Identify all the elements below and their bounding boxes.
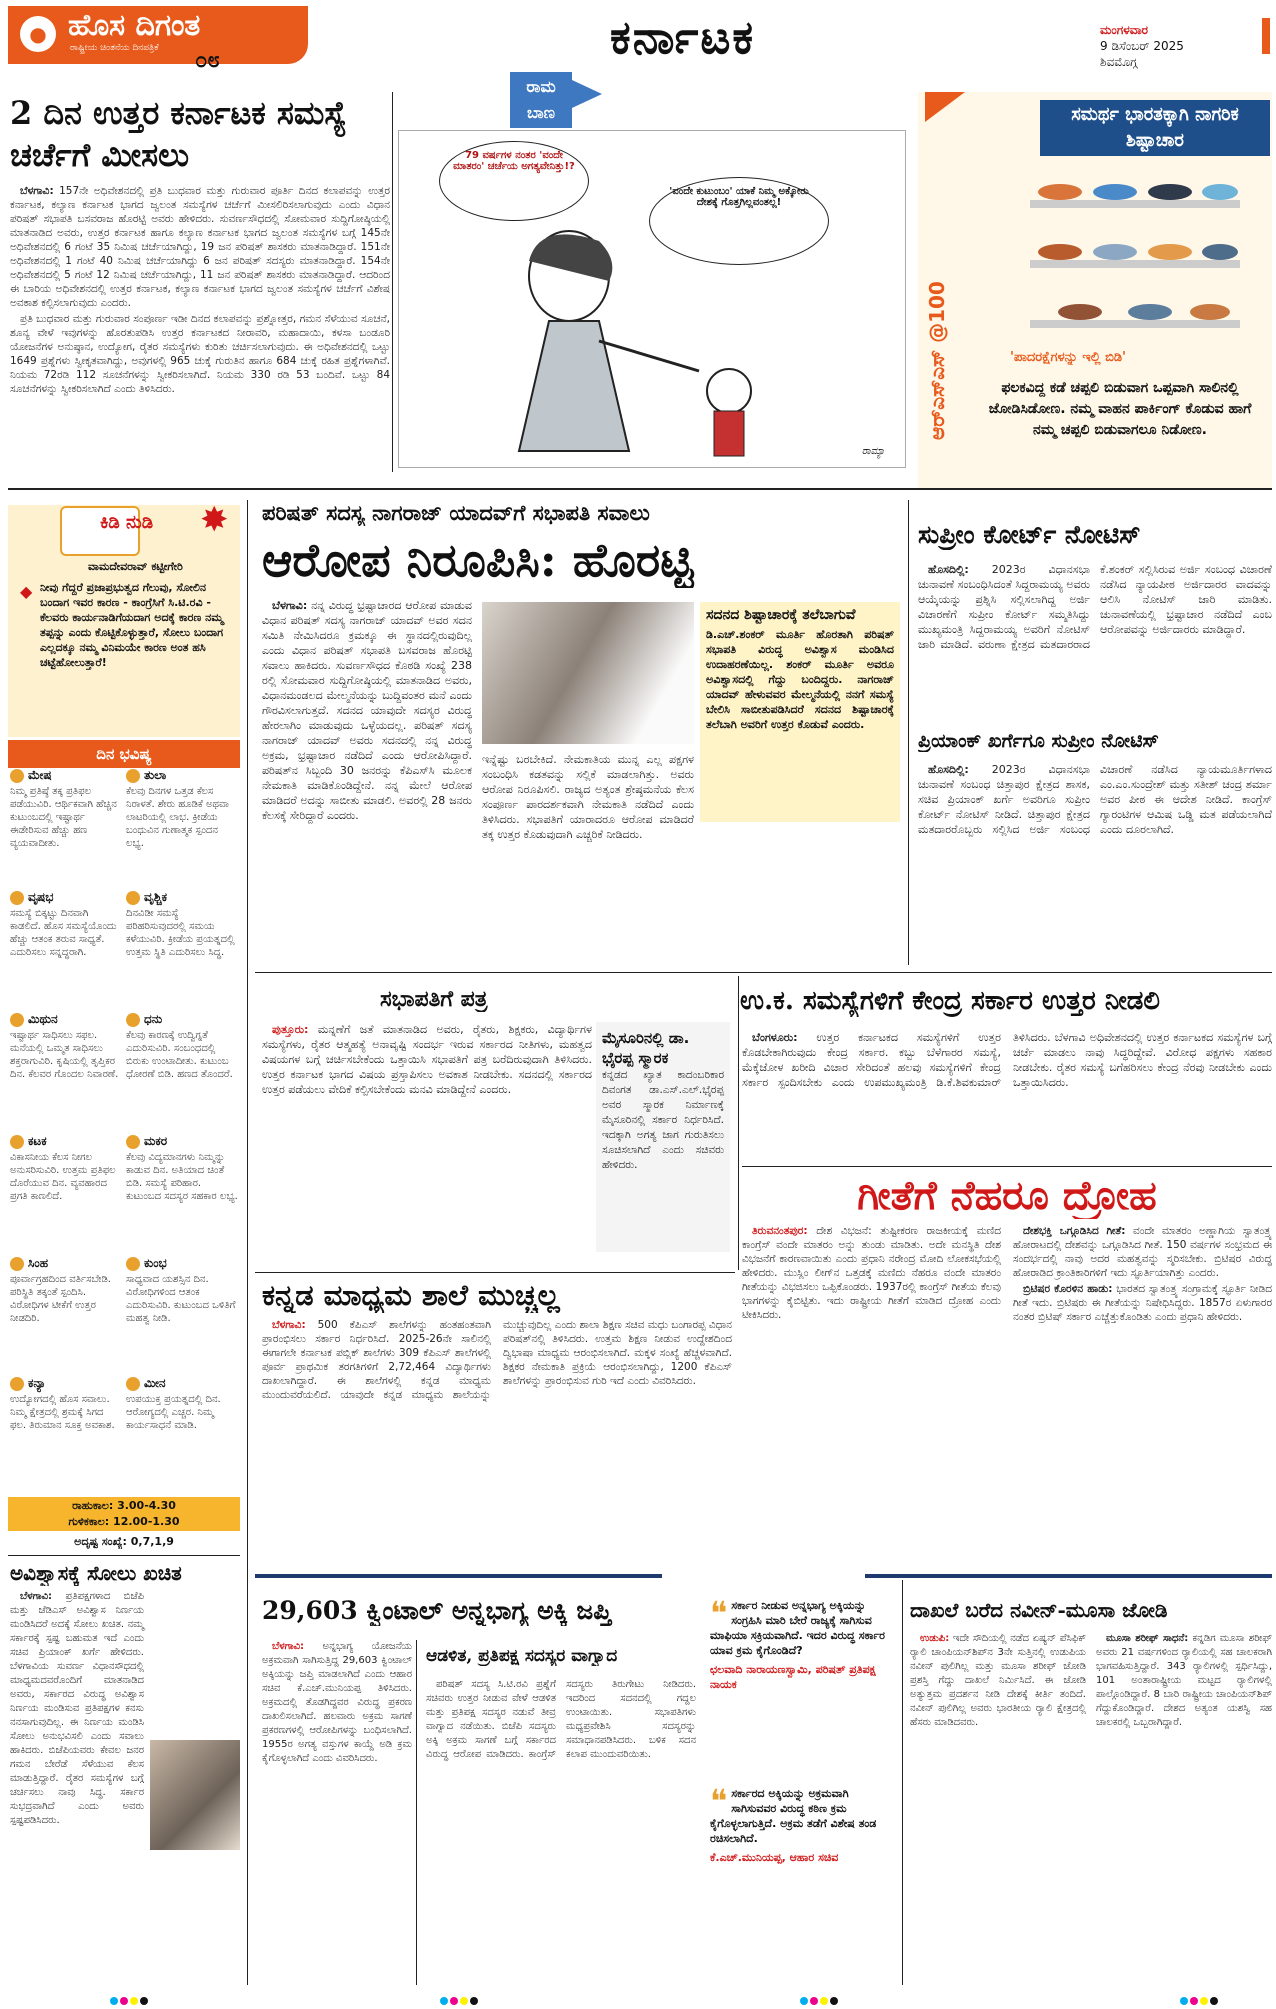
story2-kicker: ಪರಿಷತ್ ಸದಸ್ಯ ನಾಗರಾಜ್ ಯಾದವ್‌ಗೆ ಸಭಾಪತಿ ಸವಾಲು bbox=[262, 500, 650, 525]
story2-dateline: ಬೆಳಗಾವಿ: bbox=[272, 599, 308, 612]
section-divider bbox=[742, 1166, 1272, 1167]
story5-text: ಮನ್ನಣೆಗೆ ಜತೆ ಮಾತನಾಡಿದ ಅವರು, ರೈತರು, ಶಿಕ್ಷಕರು, ವಿದ್ಯಾರ್ಥಿಗಳ ಸಮಸ್ಯೆಗಳು, ರೈತರ ಆತ್ಮಹತ್ಯೆ ಅನಾವೃಷ್ಟಿ ಸಂದರ್ಭ ಇರುವ ಸರ್ಕಾರದ ನೀತಿಗಳು, ಮಹತ್ವದ ವಿಷಯಗಳ ಬಗ್ಗೆ ಚರ್ಚಿಸಬೇಕೆಂದು ಒತ್ತಾಯಿಸಿ ಸಭಾಪತಿಗೆ ಪತ್ರ ಬರೆದಿರುವುದಾಗಿ ತಿಳಿಸಿದರು. ಉತ್ತರ ಕರ್ನಾಟಕ ಭಾಗದ ವಿಷಯ ಪ್ರಸ್ತಾಪಿಸಲು ಅವಕಾಶ ನೀಡಬೇಕು. ಸದನದಲ್ಲಿ ಸರ್ಕಾರದ ಉತ್ತರ ಪಡೆಯಲು ವೇದಿಕೆ ಕಲ್ಪಿಸಬೇಕೆಂದು ಮನವಿ ಮಾಡಿದ್ದೇನೆ ಎಂದರು. bbox=[262, 1023, 592, 1096]
cmyk-mark-icon bbox=[110, 1990, 150, 2002]
zodiac-icon bbox=[126, 891, 140, 905]
horoscope-sign-label: ಮಕರ bbox=[144, 1134, 168, 1148]
horoscope-sign-label: ಮೀನ bbox=[144, 1376, 166, 1390]
quote-1-text: ಸರ್ಕಾರ ನೀಡುವ ಅನ್ನಭಾಗ್ಯ ಅಕ್ಕಿಯನ್ನು ಸಂಗ್ರಹಿಸಿ ಮಾರಿ ಬೇರೆ ರಾಜ್ಯಕ್ಕೆ ಸಾಗಿಸುವ ಮಾಫಿಯಾ ಸಕ್ರಿಯವಾಗಿದೆ. ಇದರ ವಿರುದ್ಧ ಸರ್ಕಾರ ಯಾವ ಕ್ರಮ ಕೈಗೊಂಡಿದೆ? bbox=[710, 1599, 885, 1657]
story9-photo bbox=[150, 1740, 240, 1850]
zodiac-icon bbox=[10, 1013, 24, 1027]
cartoon-label: ರಾಮ ಬಾಣ bbox=[510, 72, 572, 128]
story3-headline[interactable]: ಸುಪ್ರೀಂ ಕೋರ್ಟ್ ನೋಟಿಸ್ bbox=[918, 520, 1141, 549]
story6-body bbox=[742, 1030, 1272, 1162]
horoscope-sign bbox=[10, 768, 122, 850]
horoscope-sign-label: ಕುಂಭ bbox=[144, 1256, 167, 1270]
horoscope-sign bbox=[10, 890, 122, 959]
horoscope-sign-text: ನಿಮ್ಮ ಪ್ರತಿಷ್ಠೆ ತಕ್ಕ ಪ್ರತಿಫಲ ಪಡೆಯುವಿರಿ. ಆರ್ಥಿಕವಾಗಿ ಹೆಚ್ಚಿನ ಕುಟುಂಬದಲ್ಲಿ ಇಷ್ಟಾರ್ಥ ಈಡೇರಿಸುವ ಹೆಚ್ಚು ಹಣ ವ್ಯಯವಾದೀತು. bbox=[10, 786, 117, 849]
story7-headline-text: ಗೀತೆಗೆ ನೆಹರೂ ದ್ರೋಹ bbox=[857, 1172, 1157, 1219]
arrow-icon bbox=[572, 80, 602, 108]
section-divider bbox=[255, 972, 1272, 973]
story4-text: 2023ರ ವಿಧಾನಸಭಾ ಚುನಾವಣೆ ಸಂಬಂಧ ಚಿತ್ತಾಪುರ ಕ್ಷೇತ್ರದ ಶಾಸಕ, ಸಚಿವ ಪ್ರಿಯಾಂಕ್ ಖರ್ಗೆ ಅವರಿಗೂ ಸುಪ್ರೀಂ ಕೋರ್ಟ್ ನೋಟಿಸ್ ನೀಡಿದೆ. ಚಿತ್ತಾಪುರ ಕ್ಷೇತ್ರದ ಮತದಾರರೊಬ್ಬರು ಸಲ್ಲಿಸಿದ ಅರ್ಜಿ ಸಂಬಂಧ ವಿಚಾರಣೆ ನಡೆಸಿದ ನ್ಯಾಯಮೂರ್ತಿಗಳಾದ ಎಂ.ಎಂ.ಸುಂದ್ರೇಶ್ ಮತ್ತು ಸತೀಶ್ ಚಂದ್ರ ಶರ್ಮಾ ಅವರ ಪೀಠ ಈ ಆದೇಶ ನೀಡಿದೆ. ಕಾಂಗ್ರೆಸ್ ಗ್ಯಾರಂಟಿಗಳ ಆಮಿಷ ಒಡ್ಡಿ ಮತ ಪಡೆಯಲಾಗಿದೆ ಎಂದು ದೂರಲಾಗಿದೆ. bbox=[918, 763, 1272, 836]
horoscope-sign-text: ಉದ್ಯೋಗದಲ್ಲಿ ಹೊಸ ಸವಾಲು. ನಿಮ್ಮ ಕ್ಷೇತ್ರದಲ್ಲಿ ಶ್ರಮಕ್ಕೆ ಸಿಗದ ಫಲ. ತಿರುಮಾನ ಸೂಕ್ತ ಅವಕಾಶ. bbox=[10, 1394, 115, 1431]
zodiac-icon bbox=[10, 1135, 24, 1149]
story2-sidebar bbox=[700, 602, 900, 822]
story4-dateline: ಹೊಸದಿಲ್ಲಿ: bbox=[928, 763, 969, 776]
horoscope-sign bbox=[126, 768, 238, 850]
story11-body bbox=[910, 1632, 1272, 1987]
gulika-kala-text: ಗುಳಿಕಕಾಲ: 12.00-1.30 bbox=[68, 1515, 180, 1528]
story5-headline[interactable]: ಸಭಾಪತಿಗೆ ಪತ್ರ bbox=[380, 986, 488, 1012]
horoscope-sign-text: ವಿಕಾಸನೀಯ ಕೆಲಸ ನೀಗಲ ಅನುಸರಿಸುವಿರಿ. ಉತ್ತಮ ಪ್ರತಿಫಲ ದೊರೆಯುವ ದಿನ. ವ್ಯವಹಾರದ ಪ್ರಗತಿ ಕಾಣಲಿದೆ. bbox=[10, 1152, 116, 1202]
bullet-icon: ◆ bbox=[20, 582, 33, 601]
horoscope-sign-text: ಕೆಲವು ದಿನಗಳ ಒತ್ತಡ ಕೆಲಸ ನಿರಾಳತೆ. ಶೇರು ಹೂಡಿಕೆ ಅಥವಾ ಲಾಟರಿಯಲ್ಲಿ ಲಾಭ. ಕ್ರೀಡೆಯ ಬಂಧುವಿನ ಗುಣಾತ್ಮಕ ಸ್ಪಂದನ ಲಭ್ಯ. bbox=[126, 786, 229, 849]
kidi-nudi-author: ವಾಮದೇವರಾವ್ ಕಟ್ಟೀಗೇರಿ bbox=[88, 560, 183, 573]
horoscope-sign bbox=[10, 1376, 122, 1432]
section-divider bbox=[8, 1555, 240, 1556]
horoscope-sign-name bbox=[126, 768, 238, 783]
story7-text: ದೇಶ ವಿಭಜನೆ: ತುಷ್ಟೀಕರಣ ರಾಜಕೀಯಕ್ಕೆ ಮಣಿದ ಕಾಂಗ್ರೆಸ್ ವಂದೇ ಮಾತರಂ ಅನ್ನು ತುಂಡು ಮಾಡಿತು. ಅದೇ ಮನಸ್ಥಿತಿ ದೇಶ ವಿಭಜನೆಗೆ ಕಾರಣವಾಯಿತು ಎಂದು ಪ್ರಧಾನಿ ನರೇಂದ್ರ ಮೋದಿ ಲೋಕಸಭೆಯಲ್ಲಿ ಹೇಳಿದರು. ಮುಸ್ಲಿಂ ಲೀಗ್‌ನ ಒತ್ತಡಕ್ಕೆ ಮಣಿದು ನೆಹರೂ ವಂದೇ ಮಾತರಂ ಗೀತೆಯನ್ನು ವಿಭಜಿಸಲು ಒಪ್ಪಿಕೊಂಡರು. 1937ರಲ್ಲಿ ಕಾಂಗ್ರೆಸ್ ಗೀತೆಯ ಕೆಲವು ಭಾಗಗಳನ್ನು ಕೈಬಿಟ್ಟಿತು. ಇದು ರಾಷ್ಟ್ರೀಯ ಗೀತೆಗೆ ಮಾಡಿದ ದ್ರೋಹ ಎಂದು ಟೀಕಿಸಿದರು. bbox=[742, 1225, 1001, 1321]
story4-headline[interactable]: ಪ್ರಿಯಾಂಕ್ ಖರ್ಗೆಗೂ ಸುಪ್ರೀಂ ನೋಟಿಸ್ bbox=[918, 730, 1159, 752]
story11-headline[interactable]: ದಾಖಲೆ ಬರೆದ ನವೀನ್-ಮೂಸಾ ಜೋಡಿ bbox=[910, 1598, 1168, 1622]
story7-headline[interactable] bbox=[742, 1172, 1272, 1219]
issue-day: ಮಂಗಳವಾರ bbox=[1100, 23, 1149, 37]
horoscope-sign bbox=[126, 1256, 238, 1325]
story8-headline[interactable]: ಕನ್ನಡ ಮಾಧ್ಯಮ ಶಾಲೆ ಮುಚ್ಚಲ್ಲ bbox=[262, 1278, 560, 1312]
logo-tagline: ರಾಷ್ಟ್ರೀಯ ಚಿಂತನೆಯ ದಿನಪತ್ರಿಕೆ bbox=[70, 43, 159, 53]
story2-headline[interactable]: ಆರೋಪ ನಿರೂಪಿಸಿ: ಹೊರಟ್ಟಿ bbox=[262, 533, 694, 587]
horoscope-sign-name bbox=[10, 1376, 122, 1391]
story5-sidebar bbox=[596, 1022, 730, 1252]
quote-2-text: ಸರ್ಕಾರದ ಅಕ್ಕಿಯನ್ನು ಅಕ್ರಮವಾಗಿ ಸಾಗಿಸುವವರ ವಿರುದ್ಧ ಕಠಿಣ ಕ್ರಮ ಕೈಗೊಳ್ಳಲಾಗುತ್ತಿದೆ. ಅಕ್ರಮ ತಡೆಗೆ ವಿಶೇಷ ತಂಡ ರಚಿಸಲಾಗಿದೆ. bbox=[710, 1787, 877, 1845]
story5-dateline: ಪುತ್ತೂರು: bbox=[272, 1023, 309, 1036]
horoscope-sign-text: ಕೆಲವು ಕಾರಣಕ್ಕೆ ಉದ್ವಿಗ್ನತೆ ಎದುರಿಸುವಿರಿ. ಸಂಬಂಧದಲ್ಲಿ ಬಿರುಕು ಉಂಟಾದೀತು. ಕುಟುಂಬ ಧೋರಣೆ ಬಿಡಿ. ಹಣದ ತೊಂದರೆ. bbox=[126, 1030, 233, 1080]
kidi-nudi-title: ಕಿಡಿ ನುಡಿ bbox=[100, 512, 154, 533]
story5-sidebar-title: ಮೈಸೂರಿನಲ್ಲಿ ಡಾ. ಭೈರಪ್ಪ ಸ್ಮಾರಕ bbox=[602, 1029, 690, 1067]
ad-caption: 'ಪಾದರಕ್ಷೆಗಳನ್ನು ಇಲ್ಲಿ ಬಿಡಿ' bbox=[1010, 350, 1127, 365]
story7-text3: ಭಾರತದ ಸ್ವಾತಂತ್ರ್ಯ ಸಂಗ್ರಾಮಕ್ಕೆ ಸ್ಫೂರ್ತಿ ನೀಡಿದ ಗೀತೆ ಇದು. ಬ್ರಿಟಿಷರು ಈ ಗೀತೆಯನ್ನು ನಿಷೇಧಿಸಿದ್ದರು. 1857ರ ಏಳುಗಾರರ ನಂತರ ಬ್ರಿಟಿಷ್ ಸರ್ಕಾರ ಎಚ್ಚೆತ್ತುಕೊಂಡಿತು ಎಂದು ಪ್ರಧಾನಿ ಹೇಳಿದರು. bbox=[1013, 1283, 1272, 1323]
story6-dateline: ಬೆಂಗಳೂರು: bbox=[752, 1031, 798, 1044]
cartoonist-signature: ರಾಮ್ಯಾ bbox=[861, 446, 885, 457]
horoscope-sign-label: ಕನ್ಯಾ bbox=[28, 1376, 46, 1390]
ad-banner: ಸಮರ್ಥ ಭಾರತಕ್ಕಾಗಿ ನಾಗರಿಕ ಶಿಷ್ಟಾಚಾರ bbox=[1040, 100, 1270, 156]
story7-subhead2: ಬ್ರಿಟಿಷರ ಕೊರಳಿನ ಹಾಡು: bbox=[1023, 1283, 1113, 1295]
section-divider bbox=[255, 1272, 735, 1273]
horoscope-sign-name bbox=[126, 1012, 238, 1027]
horoscope-sign bbox=[126, 1012, 238, 1081]
story3-body bbox=[918, 562, 1272, 722]
story7-body bbox=[742, 1224, 1272, 1564]
story7-subhead: ದೇಶಭಕ್ತಿ ಒಗ್ಗೂಡಿಸಿದ ಗೀತೆ: bbox=[1023, 1225, 1126, 1237]
horoscope-sign bbox=[126, 890, 238, 959]
story2-col1 bbox=[262, 598, 472, 966]
horoscope-sign-label: ಮೇಷ bbox=[28, 768, 52, 782]
story11-text2: ಕನ್ನಡಿಗ ಮೂಸಾ ಶರೀಫ್ ಅವರು 21 ವರ್ಷಗಳಿಂದ ರ್‍ಯಾಲಿಯಲ್ಲಿ ಸಹ ಚಾಲಕರಾಗಿ ಭಾಗವಹಿಸುತ್ತಿದ್ದಾರೆ. 343 ರ್‍ಯಾಲಿಗಳಲ್ಲಿ ಸ್ಪರ್ಧಿಸಿದ್ದು, 101 ಅಂತಾರಾಷ್ಟ್ರೀಯ ಮಟ್ಟದ ರ್‍ಯಾಲಿಗಳಲ್ಲಿ ಪಾಲ್ಗೊಂಡಿದ್ದಾರೆ. 8 ಬಾರಿ ರಾಷ್ಟ್ರೀಯ ಚಾಂಪಿಯನ್‌ಶಿಪ್ ಗೆದ್ದುಕೊಂಡಿದ್ದಾರೆ. ದೇಶದ ಅತ್ಯಂತ ಯಶಸ್ವಿ ಸಹ ಚಾಲಕರಲ್ಲಿ ಒಬ್ಬರಾಗಿದ್ದಾರೆ. bbox=[1096, 1633, 1272, 1728]
section-title: ಕರ್ನಾಟಕ bbox=[610, 10, 756, 64]
horoscope-sign bbox=[126, 1376, 238, 1432]
horoscope-title: ದಿನ ಭವಿಷ್ಯ bbox=[8, 740, 240, 768]
zodiac-icon bbox=[10, 1377, 24, 1391]
section-divider bbox=[8, 488, 1272, 490]
story7-dateline: ತಿರುವನಂತಪುರ: bbox=[752, 1225, 808, 1237]
story5-sidebar-text: ಕನ್ನಡದ ಖ್ಯಾತ ಕಾದಂಬರಿಕಾರ ದಿವಂಗತ ಡಾ.ಎಸ್.ಎಲ್.ಭೈರಪ್ಪ ಅವರ ಸ್ಮಾರಕ ನಿರ್ಮಾಣಕ್ಕೆ ಮೈಸೂರಿನಲ್ಲಿ ಸರ್ಕಾರ ನಿರ್ಧರಿಸಿದೆ. ಇದಕ್ಕಾಗಿ ಅಗತ್ಯ ಜಾಗ ಗುರುತಿಸಲು ಸೂಚಿಸಲಾಗಿದೆ ಎಂದು ಸಚಿವರು ಹೇಳಿದರು. bbox=[602, 1069, 724, 1171]
story10-text: ಅನ್ನಭಾಗ್ಯ ಯೋಜನೆಯ ಅಕ್ರಮವಾಗಿ ಸಾಗಿಸುತ್ತಿದ್ದ 29,603 ಕ್ವಿಂಟಾಲ್ ಅಕ್ಕಿಯನ್ನು ಜಪ್ತಿ ಮಾಡಲಾಗಿದೆ ಎಂದು ಆಹಾರ ಸಚಿವ ಕೆ.ಎಚ್.ಮುನಿಯಪ್ಪ ತಿಳಿಸಿದರು. ಅಕ್ರಮದಲ್ಲಿ ತೊಡಗಿದ್ದವರ ವಿರುದ್ಧ ಪ್ರಕರಣ ದಾಖಲಿಸಲಾಗಿದೆ. ಹಲವಾರು ಅಕ್ರಮ ಸಾಗಣೆ ಪ್ರಕರಣಗಳಲ್ಲಿ ಆರೋಪಿಗಳನ್ನು ಬಂಧಿಸಲಾಗಿದೆ. 1955ರ ಅಗತ್ಯ ವಸ್ತುಗಳ ಕಾಯ್ದೆ ಅಡಿ ಕ್ರಮ ಕೈಗೊಳ್ಳಲಾಗಿದೆ ಎಂದು ವಿವರಿಸಿದರು. bbox=[262, 1641, 412, 1764]
horoscope-sign-label: ಕಟಕ bbox=[28, 1134, 47, 1148]
story2-sidebar-text: ಡಿ.ಎಚ್.ಶಂಕರ್ ಮೂರ್ತಿ ಹೊರತಾಗಿ ಪರಿಷತ್ ಸಭಾಪತಿ ವಿರುದ್ಧ ಅವಿಶ್ವಾಸ ಮಂಡಿಸಿದ ಉದಾಹರಣೆಯಿಲ್ಲ. ಶಂಕರ್ ಮೂರ್ತಿ ಅವರೂ ಅವಿಶ್ವಾಸದಲ್ಲಿ ಗೆದ್ದು ಬಂದಿದ್ದರು. ನಾಗರಾಜ್ ಯಾದವ್ ಹೇಳುವವರ ಮೇಲ್ಮನೆಯಲ್ಲಿ ನನಗೆ ಸಮಸ್ಯೆ ಬೇಲಿಸಿ ಸಾಬೀತುಪಡಿಸಿದರೆ ಸದನದ ಶಿಷ್ಟಾಚಾರಕ್ಕೆ ತಲೆಬಾಗಿ ಅವರಿಗೆ ಉತ್ತರ ಕೊಡುವೆ ಎಂದರು. bbox=[706, 628, 894, 731]
horoscope-sign-text: ಪೂರ್ವಾಗ್ರಹದಿಂದ ವರ್ತಿಸಬೇಡಿ. ಪರಿಸ್ಥಿತಿ ತಕ್ಕಂತೆ ಸ್ಪಂದಿಸಿ. ವಿರೋಧಿಗಳ ಟೀಕೆಗೆ ಉತ್ತರ ನೀಡದಿರಿ. bbox=[10, 1274, 111, 1324]
horoscope-sign-label: ವೃಷಭ bbox=[28, 890, 54, 904]
cartoon-figure-icon bbox=[459, 221, 839, 461]
horoscope-sign-label: ತುಲಾ bbox=[144, 768, 167, 782]
zodiac-icon bbox=[10, 769, 24, 783]
story10-body bbox=[262, 1640, 412, 1985]
issue-date bbox=[1100, 22, 1184, 70]
horoscope-sign-text: ಇಷ್ಟಾರ್ಥ ಸಾಧಿಸಲು ಸಫಲ. ಮನೆಯಲ್ಲಿ ಒಮ್ಮತ ಸಾಧಿಸಲು ಶಕ್ತರಾಗುವಿರಿ. ಕೃಷಿಯಲ್ಲಿ ತೃಪ್ತಿಕರ ದಿನ. ಕೆಲವರ ಗೊಂದಲ ನಿವಾರಣೆ. bbox=[10, 1030, 119, 1080]
story7-text2: ವಂದೇ ಮಾತರಂ ಅಣ್ಣಾಗಿಯ ಸ್ವಾತಂತ್ರ್ಯ ಹೋರಾಟದಲ್ಲಿ ದೇಶವನ್ನು ಒಗ್ಗೂಡಿಸಿದ ಗೀತೆ. 150 ವರ್ಷಗಳ ಸಂಭ್ರಮದ ಈ ಸಂದರ್ಭದಲ್ಲಿ ನಾವು ಅದರ ಮಹತ್ವವನ್ನು ಸ್ಮರಿಸಬೇಕು. ಬ್ರಿಟಿಷರ ವಿರುದ್ಧ ಹೋರಾಡಿದ ಕ್ರಾಂತಿಕಾರಿಗಳಿಗೆ ಇದು ಸ್ಫೂರ್ತಿಯಾಗಿತ್ತು ಎಂದರು. bbox=[1013, 1225, 1272, 1279]
story1-headline[interactable]: 2 ದಿನ ಉತ್ತರ ಕರ್ನಾಟಕ ಸಮಸ್ಯೆ ಚರ್ಚೆಗೆ ಮೀಸಲು bbox=[10, 94, 348, 174]
quote-1-author: ಛಲವಾದಿ ನಾರಾಯಣಸ್ವಾಮಿ, ಪರಿಷತ್ ಪ್ರತಿಪಕ್ಷ ನಾಯಕ bbox=[710, 1663, 876, 1691]
zodiac-icon bbox=[126, 1013, 140, 1027]
horoscope-sign-text: ಕೆಲವು ವಿದ್ಯಮಾನಗಳು ನಿಮ್ಮನ್ನು ಕಾಡುವ ದಿನ. ಅತಿಯಾದ ಚಿಂತೆ ಬಿಡಿ. ಸಮಸ್ಯೆ ಪರಿಹಾರ. ಕುಟುಂಬದ ಸದಸ್ಯರ ಸಹಕಾರ ಲಭ್ಯ. bbox=[126, 1152, 238, 1202]
story11-dateline: ಉಡುಪಿ: bbox=[920, 1633, 950, 1644]
column-divider bbox=[738, 976, 739, 1270]
horoscope-sign-name bbox=[10, 1134, 122, 1149]
story8-body bbox=[262, 1318, 732, 1568]
story6-headline[interactable]: ಉ.ಕ. ಸಮಸ್ಯೆಗಳಿಗೆ ಕೇಂದ್ರ ಸರ್ಕಾರ ಉತ್ತರ ನೀಡಲಿ bbox=[740, 986, 1160, 1016]
zodiac-icon bbox=[10, 891, 24, 905]
horoscope-sign-text: ಸಮಸ್ಯೆ ಬಿಕ್ಕಟ್ಟು ದಿನವಾಗಿ ಕಾಡಲಿದೆ. ಹೊಸ ಸಮಸ್ಯೆಯೊಂದು ಹೆಚ್ಚು ಆತಂಕ ತರುವ ಸಾಧ್ಯತೆ. ಎದುರಿಸಲು ಸನ್ನದ್ಧರಾಗಿ. bbox=[10, 908, 117, 958]
cartoon-bubble-right: 'ವಂದೇ ಕುಟುಂಬಂ' ಯಾಕೆ ನಿಮ್ಮ ಅಕ್ಕೋರು ದೇಶಕ್ಕೆ ಗೊತ್ತಗಿಲ್ಲವಂತಲ್ಲ! bbox=[649, 177, 829, 265]
kidi-nudi-quote: ನೀವು ಗೆದ್ದರೆ ಪ್ರಜಾಪ್ರಭುತ್ವದ ಗೆಲುವು, ಸೋಲಿನ ಬಂದಾಗ ಇವರ ಕಾರಣ - ಕಾಂಗ್ರೆಸಿಗೆ ಸಿ.ಟಿ.ರವಿ - ಕೆಲವರು ಕಾರ್ಯನಾಡಿಗೆಯದಾಗ ಅದಕ್ಕೆ ಕಾರಣ ನಮ್ಮ ತಪ್ಪನ್ನು ಎಂದು ಕೊಟ್ಟಿಕೊಳ್ಳುತ್ತಾರೆ, ಸೋಲು ಬಂದಾಗ ಎಲ್ಲದಕ್ಕೂ ನಮ್ಮ ವಿನಿಮಯೇ ಕಾರಣ ಅಂತ ಹಸಿ ಚಟ್ಟೆಹೋಲುತ್ತಾರೆ! bbox=[40, 581, 224, 669]
horoscope-sign-name bbox=[10, 768, 122, 783]
horoscope-sign-name bbox=[126, 1376, 238, 1391]
story9-text: ಪ್ರತಿಪಕ್ಷಗಳಾದ ಬಿಜೆಪಿ ಮತ್ತು ಜೆಡಿಎಸ್ ಅವಿಶ್ವಾಸ ನಿರ್ಣಯ ಮಂಡಿಸಿದರೆ ಅದಕ್ಕೆ ಸೋಲು ಖಚಿತ. ನಮ್ಮ ಸರ್ಕಾರಕ್ಕೆ ಸ್ಪಷ್ಟ ಬಹುಮತ ಇದೆ ಎಂದು ಸಚಿವ ಪ್ರಿಯಾಂಕ್ ಖರ್ಗೆ ಹೇಳಿದರು. ಬೆಳಗಾವಿಯ ಸುವರ್ಣ ವಿಧಾನಸೌಧದಲ್ಲಿ ಮಾಧ್ಯಮದವರೊಂದಿಗೆ ಮಾತನಾಡಿದ ಅವರು, ಸರ್ಕಾರದ ವಿರುದ್ಧ ಅವಿಶ್ವಾಸ ನಿರ್ಣಯ ಮಂಡಿಸುವ ಪ್ರತಿಪಕ್ಷಗಳ ಕನಸು ನನಸಾಗುವುದಿಲ್ಲ. ಈ ನಿರ್ಣಯ ಮಂಡಿಸಿ ಸೋಲು ಅನುಭವಿಸಲಿ ಎಂದು ಸವಾಲು ಹಾಕಿದರು. ಬಿಜೆಪಿಯವರು ಕೇವಲ ಜನರ ಗಮನ ಬೇರೆಡೆ ಸೆಳೆಯುವ ಕೆಲಸ ಮಾಡುತ್ತಿದ್ದಾರೆ. ರೈತರ ಸಮಸ್ಯೆಗಳ ಬಗ್ಗೆ ಚರ್ಚಿಸಲು ನಾವು ಸಿದ್ಧ. ಸರ್ಕಾರ ಸುಭದ್ರವಾಗಿದೆ ಎಂದು ಅವರು ಸ್ಪಷ್ಟಪಡಿಸಿದರು. bbox=[10, 1591, 144, 1826]
story9-body bbox=[10, 1590, 240, 1985]
rahu-kala bbox=[8, 1497, 240, 1531]
story2-col3 bbox=[700, 830, 900, 966]
quote-2-author: ಕೆ.ಎಚ್.ಮುನಿಯಪ್ಪ, ಆಹಾರ ಸಚಿವ bbox=[710, 1851, 839, 1864]
section-divider bbox=[255, 1574, 1272, 1578]
zodiac-icon bbox=[126, 1257, 140, 1271]
story8-dateline: ಬೆಳಗಾವಿ: bbox=[272, 1319, 306, 1331]
horoscope-sign-text: ಉಪಯುಕ್ತ ಪ್ರಯತ್ನದಲ್ಲಿ ದಿನ. ಆರೋಗ್ಯದಲ್ಲಿ ಎಚ್ಚರ. ನಿಮ್ಮ ಕಾರ್ಯಸಾಧನೆ ಮಾಡಿ. bbox=[126, 1394, 221, 1431]
story1-text: 157ನೇ ಅಧಿವೇಶನದಲ್ಲಿ ಪ್ರತಿ ಬುಧವಾರ ಮತ್ತು ಗುರುವಾರ ಪೂರ್ತಿ ದಿನದ ಕಲಾಪವನ್ನು ಉತ್ತರ ಕರ್ನಾಟಕ, ಕಲ್ಯಾಣ ಕರ್ನಾಟಕ ಭಾಗದ ಜ್ವಲಂತ ಸಮಸ್ಯೆಗಳ ಚರ್ಚೆಗೆ ಮೀಸಲಿರಿಸಲಾಗುವುದು ಎಂದು ವಿಧಾನ ಪರಿಷತ್ ಸಭಾಪತಿ ಬಸವರಾಜ ಹೊರಟ್ಟಿ ಅವರು ಹೇಳಿದರು. ಸುವರ್ಣಸೌಧದಲ್ಲಿ ಸೋಮವಾರ ಸುದ್ದಿಗೋಷ್ಠಿಯಲ್ಲಿ ಮಾತನಾಡಿದ ಅವರು, ಉತ್ತರ ಕರ್ನಾಟಕ ಹಾಗೂ ಕಲ್ಯಾಣ ಕರ್ನಾಟಕ ಭಾಗದ ಜ್ವಲಂತ ಸಮಸ್ಯೆಗಳ ಬಗ್ಗೆ 145ನೇ ಅಧಿವೇಶನದಲ್ಲಿ 6 ಗಂಟೆ 35 ನಿಮಿಷ ಚರ್ಚೆಯಾಗಿದ್ದು, 19 ಜನ ಪರಿಷತ್ ಶಾಸಕರು ಮಾತನಾಡಿದ್ದಾರೆ. 151ನೇ ಅಧಿವೇಶನದಲ್ಲಿ 1 ಗಂಟೆ 40 ನಿಮಿಷ ಚರ್ಚೆಯಾಗಿದ್ದು 6 ಜನ ಪರಿಷತ್ ಸದಸ್ಯರು ಮಾತನಾಡಿದ್ದಾರೆ. 154ನೇ ಅಧಿವೇಶನದಲ್ಲಿ 5 ಗಂಟೆ 12 ನಿಮಿಷ ಚರ್ಚೆಯಾಗಿದ್ದು, 11 ಜನ ಪರಿಷತ್ ಶಾಸಕರು ಮಾತನಾಡಿದ್ದಾರೆ. ಆದರಿಂದ ಈ ಬಾರಿಯ ಅಧಿವೇಶನದಲ್ಲಿ ಉತ್ತರ ಕರ್ನಾಟಕ, ಕಲ್ಯಾಣ ಕರ್ನಾಟಕ ಭಾಗದ ಜ್ವಲಂತ ಸಮಸ್ಯೆಗಳ ಚರ್ಚೆಗೆ ವಿಶೇಷ ಅವಕಾಶ ಕಲ್ಪಿಸಲಾಗುವುದು ಎಂದರು. bbox=[10, 185, 390, 309]
horoscope-sign bbox=[10, 1134, 122, 1203]
page-number: ೦೮ bbox=[195, 48, 220, 73]
horoscope-sign-label: ಸಿಂಹ bbox=[28, 1256, 49, 1270]
column-divider bbox=[247, 500, 248, 1985]
column-divider bbox=[392, 92, 393, 472]
cmyk-mark-icon bbox=[800, 1990, 840, 2002]
story11-subhead: ಮೂಸಾ ಶರೀಫ್ ಸಾಧನೆ: bbox=[1106, 1633, 1189, 1644]
horoscope-sign-name bbox=[10, 1256, 122, 1271]
horoscope-sign-text: ದಿನವಿಡೀ ಸಮಸ್ಯೆ ಪರಿಹರಿಸುವುದರಲ್ಲಿ ಸಮಯ ಕಳೆಯುವಿರಿ. ಕ್ರೀಡೆಯ ಪ್ರಯತ್ನದಲ್ಲಿ ಉತ್ತಮ ಸ್ಥಿತಿ ಎದುರಿಸಲು ಸಿದ್ಧ. bbox=[126, 908, 235, 958]
shoe-rack-icon bbox=[1020, 180, 1250, 340]
story9-headline[interactable]: ಅವಿಶ್ವಾಸಕ್ಕೆ ಸೋಲು ಖಚಿತ bbox=[10, 1561, 182, 1585]
story1-body bbox=[10, 184, 390, 468]
zodiac-icon bbox=[126, 769, 140, 783]
column-divider bbox=[908, 500, 909, 965]
story6-text: ಉತ್ತರ ಕರ್ನಾಟಕದ ಸಮಸ್ಯೆಗಳಿಗೆ ಉತ್ತರ ಕೊಡಬೇಕಾಗಿರುವುದು ಕೇಂದ್ರ ಸರ್ಕಾರ. ಕಬ್ಬು ಬೆಳೆಗಾರರ ಸಮಸ್ಯೆ, ಮೆಕ್ಕೆಜೋಳ ಖರೀದಿ ವಿಚಾರ ಸೇರಿದಂತೆ ಹಲವು ಸಮಸ್ಯೆಗಳಿಗೆ ಕೇಂದ್ರ ಸರ್ಕಾರ ಸ್ಪಂದಿಸಬೇಕು ಎಂದು ಉಪಮುಖ್ಯಮಂತ್ರಿ ಡಿ.ಕೆ.ಶಿವಕುಮಾರ್ ತಿಳಿಸಿದರು. ಬೆಳಗಾವಿ ಅಧಿವೇಶನದಲ್ಲಿ ಉತ್ತರ ಕರ್ನಾಟಕದ ಸಮಸ್ಯೆಗಳ ಬಗ್ಗೆ ಚರ್ಚೆ ಮಾಡಲು ನಾವು ಸಿದ್ಧರಿದ್ದೇವೆ. ವಿರೋಧ ಪಕ್ಷಗಳು ಸಹಕಾರ ನೀಡಬೇಕು. ರೈತರ ಸಮಸ್ಯೆ ಬಗೆಹರಿಸಲು ಕೇಂದ್ರ ನೆರವು ನೀಡಬೇಕು ಎಂದು ಒತ್ತಾಯಿಸಿದರು. bbox=[742, 1031, 1272, 1089]
horoscope-sign-label: ವೃಶ್ಚಿಕ bbox=[144, 890, 168, 904]
story1-text2: ಪ್ರತಿ ಬುಧವಾರ ಮತ್ತು ಗುರುವಾರ ಸಂಪೂರ್ಣ ಇಡೀ ದಿನದ ಕಲಾಪವನ್ನು ಪ್ರಶ್ನೋತ್ತರ, ಗಮನ ಸೆಳೆಯುವ ಸೂಚನೆ, ಶೂನ್ಯ ವೇಳೆ ಇವುಗಳನ್ನು ಹೊರತುಪಡಿಸಿ ಉತ್ತರ ಕರ್ನಾಟಕದ ನೀರಾವರಿ, ಮಹಾದಾಯಿ, ಕಳಸಾ ಬಂಡೂರಿ ಯೋಜನೆಗಳ ಅನುಷ್ಠಾನ, ಉದ್ಯೋಗ, ರೈತರ ಸಮಸ್ಯೆಗಳು ಕುರಿತು ಚರ್ಚಿಸಲಾಗುವುದು. ಈ ಅಧಿವೇಶನದಲ್ಲಿ ಒಟ್ಟು 1649 ಪ್ರಶ್ನೆಗಳು ಸ್ವೀಕೃತವಾಗಿದ್ದು, ಅವುಗಳಲ್ಲಿ 965 ಚುಕ್ಕೆ ಗುರುತಿನ ಹಾಗೂ 684 ಚುಕ್ಕೆ ರಹಿತ ಪ್ರಶ್ನೆಗಳಾಗಿವೆ. ನಿಯಮ 72ರಡಿ 112 ಸೂಚನೆಗಳನ್ನು ಸ್ವೀಕರಿಸಲಾಗಿದೆ. ನಿಯಮ 330 ರಡಿ 53 ಬಂದಿವೆ. ಒಟ್ಟು 84 ಸೂಚನೆಗಳನ್ನು ಸ್ವೀಕರಿಸಲಾಗಿದೆ ಎಂದು ತಿಳಿಸಿದರು. bbox=[10, 313, 390, 395]
political-cartoon[interactable] bbox=[398, 130, 906, 468]
quote-icon: ❝ bbox=[710, 1594, 728, 1632]
zodiac-icon bbox=[10, 1257, 24, 1271]
story10-dateline: ಬೆಳಗಾವಿ: bbox=[272, 1641, 305, 1652]
masthead-accent-bar bbox=[1262, 18, 1270, 54]
cmyk-mark-icon bbox=[1180, 1990, 1220, 2002]
spark-icon: ✸ bbox=[200, 500, 229, 540]
story10-sidebar-title: ಆಡಳಿತ, ಪ್ರತಿಪಕ್ಷ ಸದಸ್ಯರ ವಾಗ್ವಾದ bbox=[426, 1646, 618, 1666]
logo-text: ಹೊಸ ದಿಗಂತ bbox=[68, 8, 201, 43]
ad-rss-label: ಆರ್‌ಎಸ್‌ಎಸ್ @100 bbox=[925, 281, 949, 440]
flag-icon bbox=[925, 92, 965, 122]
story2-col2: ಇನ್ನೆಷ್ಟು ಬರಬೇಕಿದೆ. ನೇಮಕಾತಿಯ ಮುನ್ನ ಎಲ್ಲ ಪಕ್ಷಗಳ ಸಂಬಂಧಿಸಿ ಕಡತವನ್ನು ಸಲ್ಲಿಕೆ ಮಾಡಲಾಗಿತ್ತು. ಅವರು ಆರೋಪ ನಿರೂಪಿಸಲಿ. ರಾಜ್ಯದ ಅತ್ಯಂತ ಶ್ರೇಷ್ಠಮನೆಯ ಕೆಲಸ ಸಂಪೂರ್ಣ ಪಾರದರ್ಶಕವಾಗಿ ನೇಮಕಾತಿ ನಡೆದಿದೆ ಎಂದು ತಿಳಿಸಿದರು. ಸಭಾಪತಿಗೆ ಯಾರಾದರೂ ಆರೋಪ ಮಾಡಿದರೆ ತಕ್ಕ ಉತ್ತರ ಕೊಡುವುದಾಗಿ ಎಚ್ಚರಿಕೆ ನೀಡಿದರು. bbox=[482, 753, 694, 841]
story10-sidebar-body bbox=[426, 1678, 696, 1985]
story8-text: 500 ಕೆಪಿಎಸ್ ಶಾಲೆಗಳನ್ನು ಹಂತಹಂತವಾಗಿ ಪ್ರಾರಂಭಿಸಲು ಸರ್ಕಾರ ನಿರ್ಧರಿಸಿದೆ. 2025-26ನೇ ಸಾಲಿನಲ್ಲಿ ಈಗಾಗಲೇ ಕರ್ನಾಟಕ ಪಬ್ಲಿಕ್ ಶಾಲೆಗಳು 309 ಕೆಪಿಎಸ್ ಶಾಲೆಗಳಲ್ಲಿ ಪೂರ್ವ ಪ್ರಾಥಮಿಕ ತರಗತಿಗಳಿಗೆ 2,72,464 ವಿದ್ಯಾರ್ಥಿಗಳು ದಾಖಲಾಗಿದ್ದಾರೆ. ಈ ಶಾಲೆಗಳಲ್ಲಿ ಕನ್ನಡ ಮಾಧ್ಯಮ ಮುಂದುವರೆಯಲಿದೆ. ಯಾವುದೇ ಕನ್ನಡ ಮಾಧ್ಯಮ ಶಾಲೆಯನ್ನು ಮುಚ್ಚುವುದಿಲ್ಲ ಎಂದು ಶಾಲಾ ಶಿಕ್ಷಣ ಸಚಿವ ಮಧು ಬಂಗಾರಪ್ಪ ವಿಧಾನ ಪರಿಷತ್‌ನಲ್ಲಿ ತಿಳಿಸಿದರು. ಉತ್ತಮ ಶಿಕ್ಷಣ ನೀಡುವ ಉದ್ದೇಶದಿಂದ ದ್ವಿಭಾಷಾ ಮಾಧ್ಯಮ ಆರಂಭಿಸಲಾಗಿದೆ. ಮಕ್ಕಳ ಸಂಖ್ಯೆ ಹೆಚ್ಚಳವಾಗಿದೆ. ಶಿಕ್ಷಕರ ನೇಮಕಾತಿ ಪ್ರಕ್ರಿಯೆ ಆರಂಭಿಸಲಾಗಿದ್ದು, 1200 ಕೆಪಿಎಸ್ ಶಾಲೆಗಳನ್ನು ಪ್ರಾರಂಭಿಸುವ ಗುರಿ ಇದೆ ಎಂದು ವಿವರಿಸಿದರು. bbox=[262, 1319, 732, 1401]
zodiac-icon bbox=[126, 1135, 140, 1149]
horoscope-sign-name bbox=[126, 890, 238, 905]
horoscope-sign-label: ಧನು bbox=[144, 1012, 163, 1026]
story11-text: ಇದೇ ಸೌದಿಯಲ್ಲಿ ನಡೆದ ಏಷ್ಯನ್ ಪೆಸಿಫಿಕ್ ರ್‍ಯಾಲಿ ಚಾಂಪಿಯನ್‌ಶಿಪ್‌ನ 3ನೇ ಸುತ್ತಿನಲ್ಲಿ ಉಡುಪಿಯ ನವೀನ್ ಪುಲಿಗಿಲ್ಲ ಮತ್ತು ಮೂಸಾ ಶರೀಫ್ ಜೋಡಿ ಪ್ರಶಸ್ತಿ ಗೆದ್ದು ದಾಖಲೆ ನಿರ್ಮಿಸಿದೆ. ಈ ಜೋಡಿ ಅತ್ಯುತ್ತಮ ಪ್ರದರ್ಶನ ನೀಡಿ ದೇಶಕ್ಕೆ ಕೀರ್ತಿ ತಂದಿದೆ. ನವೀನ್ ಪುಲಿಗಿಲ್ಲ ಅವರು ಭಾರತೀಯ ರ್‍ಯಾಲಿ ಕ್ಷೇತ್ರದಲ್ಲಿ ಹೆಸರು ಮಾಡಿದವರು. bbox=[910, 1633, 1086, 1728]
issue-date-text: 9 ಡಿಸೆಂಬರ್ 2025 bbox=[1100, 39, 1184, 53]
story3-text: 2023ರ ವಿಧಾನಸಭಾ ಚುನಾವಣೆ ಸಂಬಂಧಿಸಿದಂತೆ ಸಿದ್ದರಾಮಯ್ಯ ಅವರು ಆಯ್ಕೆಯನ್ನು ಪ್ರಶ್ನಿಸಿ ಸಲ್ಲಿಸಲಾಗಿದ್ದ ಅರ್ಜಿ ವಿಚಾರಣೆಗೆ ಸುಪ್ರೀಂ ಕೋರ್ಟ್ ಸಮ್ಮತಿಸಿದ್ದು ಮುಖ್ಯಮಂತ್ರಿ ಸಿದ್ದರಾಮಯ್ಯ ಅವರಿಗೆ ನೋಟಿಸ್ ಜಾರಿ ಮಾಡಿದೆ. ವರುಣಾ ಕ್ಷೇತ್ರದ ಮತದಾರರಾದ ಕೆ.ಶಂಕರ್ ಸಲ್ಲಿಸಿರುವ ಅರ್ಜಿ ಸಂಬಂಧ ವಿಚಾರಣೆ ನಡೆಸಿದ ನ್ಯಾಯಪೀಠ ಅರ್ಜಿದಾರರ ವಾದವನ್ನು ಆಲಿಸಿ ನೋಟಿಸ್ ಜಾರಿ ಮಾಡಿತು. ಚುನಾವಣೆಯಲ್ಲಿ ಭ್ರಷ್ಟಾಚಾರ ನಡೆದಿದೆ ಎಂಬ ಆರೋಪವನ್ನು ಅರ್ಜಿದಾರರು ಮಾಡಿದ್ದಾರೆ. bbox=[918, 563, 1272, 651]
story9-dateline: ಬೆಳಗಾವಿ: bbox=[20, 1591, 53, 1602]
ad-text: ಫಲಕವಿದ್ದ ಕಡೆ ಚಪ್ಪಲಿ ಬಿಡುವಾಗ ಒಪ್ಪವಾಗಿ ಸಾಲಿನಲ್ಲಿ ಜೋಡಿಸಿಡೋಣ. ನಮ್ಮ ವಾಹನ ಪಾರ್ಕಿಂಗ್ ಕೊಡುವ ಹಾಗೆ ನಮ್ಮ ಚಪ್ಪಲಿ ಬಿಡುವಾಗಲೂ ನಿಡೋಣ. bbox=[988, 380, 1252, 438]
horoscope-sign bbox=[126, 1134, 238, 1203]
horoscope-sign bbox=[10, 1256, 122, 1325]
cartoon-bubble-left: 79 ವರ್ಷಗಳ ನಂತರ 'ವಂದೇ ಮಾತರಂ' ಚರ್ಚೆಯ ಅಗತ್ಯವೇನಿತ್ತು!? bbox=[439, 141, 589, 221]
lamp-icon: ● bbox=[20, 16, 56, 52]
newspaper-logo[interactable] bbox=[8, 6, 308, 64]
column-divider bbox=[902, 1580, 903, 1985]
horoscope-sign-label: ಮಿಥುನ bbox=[28, 1012, 58, 1026]
horoscope-sign-name bbox=[10, 890, 122, 905]
column-divider bbox=[416, 1640, 417, 1985]
cmyk-mark-icon bbox=[440, 1990, 480, 2002]
lucky-numbers: ಅದೃಷ್ಟ ಸಂಖ್ಯೆ: 0,7,1,9 bbox=[74, 1535, 174, 1548]
horoscope-sign bbox=[10, 1012, 122, 1081]
story2-text: ನನ್ನ ವಿರುದ್ಧ ಭ್ರಷ್ಟಾಚಾರದ ಆರೋಪ ಮಾಡುವ ವಿಧಾನ ಪರಿಷತ್ ಸದಸ್ಯ ನಾಗರಾಜ್ ಯಾದವ್ ಅವರ ಸದನ ಸಮಿತಿ ನೇಮಿಸಿದರೂ ಕ್ರಮಕ್ಕೂ ಈ ಸ್ಥಾನದಲ್ಲಿರುವುದಿಲ್ಲ ಎಂದು ವಿಧಾನ ಪರಿಷತ್ ಸಭಾಪತಿ ಬಸವರಾಜ ಹೊರಟ್ಟಿ ಸವಾಲು ಹಾಕಿದರು. ಸುವರ್ಣಸೌಧದ ಕೊಠಡಿ ಸಂಖ್ಯೆ 238 ರಲ್ಲಿ ಸೋಮವಾರ ಸುದ್ದಿಗೋಷ್ಠಿಯಲ್ಲಿ ಮಾತನಾಡಿದ ಅವರು, ವಿಧಾನಮಂಡಲದ ಮೇಲ್ಮನೆಯನ್ನು ಬುದ್ದಿವಂತರ ಮನೆ ಎಂದು ಗೌರವಿಸಲಾಗುತ್ತದೆ. ಸದನದ ಯಾವುದೇ ಸದಸ್ಯರ ವಿರುದ್ಧ ಹೇರಲಾಗಿಂ ಮಾಡುವುದು ಒಳ್ಳೆಯದಲ್ಲ. ಪರಿಷತ್ ಸದಸ್ಯ ನಾಗರಾಜ್ ಯಾದವ್ ಅವರು ಸದನದಲ್ಲಿ ನನ್ನ ವಿರುದ್ಧ ಅಕ್ರಮ, ಭ್ರಷ್ಟಾಚಾರ ನಡೆದಿದೆ ಎಂದು ಆರೋಪಿಸಿದ್ದಾರೆ. ಪರಿಷತ್‌ನ ಸಿಬ್ಬಂದಿ 30 ಜನರನ್ನು ಕೆಪಿಎಸ್‌ಸಿ ಮೂಲಕ ನೇಮಕಾತಿ ಮಾಡಿಕೊಂಡಿದ್ದೇನೆ. ನನ್ನ ಮೇಲೆ ಆರೋಪ ಮಾಡಿದರೆ ಅದನ್ನು ಸಾಬೀತು ಮಾಡಲಿ. ಅವರಲ್ಲಿ 28 ಜನರು ಕೆಲಸಕ್ಕೆ ಸೇರಿದ್ದಾರೆ ಎಂದರು. bbox=[262, 599, 472, 822]
quote-box-1 bbox=[704, 1592, 894, 1762]
story5-body bbox=[262, 1022, 592, 1272]
story10-sidebar-text: ಪರಿಷತ್ ಸದಸ್ಯ ಸಿ.ಟಿ.ರವಿ ಪ್ರಶ್ನೆಗೆ ಸಚಿವರು ಉತ್ತರ ನೀಡುವ ವೇಳೆ ಆಡಳಿತ ಮತ್ತು ಪ್ರತಿಪಕ್ಷ ಸದಸ್ಯರ ನಡುವೆ ತೀವ್ರ ವಾಗ್ವಾದ ನಡೆಯಿತು. ಬಿಜೆಪಿ ಸದಸ್ಯರು ಅಕ್ಕಿ ಅಕ್ರಮ ಸಾಗಣೆ ಬಗ್ಗೆ ಸರ್ಕಾರದ ವಿರುದ್ಧ ಆರೋಪ ಮಾಡಿದರು. ಕಾಂಗ್ರೆಸ್ ಸದಸ್ಯರು ತಿರುಗೇಟು ನೀಡಿದರು. ಇದರಿಂದ ಸದನದಲ್ಲಿ ಗದ್ದಲ ಉಂಟಾಯಿತು. ಸಭಾಪತಿಗಳು ಮಧ್ಯಪ್ರವೇಶಿಸಿ ಸದಸ್ಯರನ್ನು ಸಮಾಧಾನಪಡಿಸಿದರು. ಬಳಿಕ ಸದನ ಕಲಾಪ ಮುಂದುವರಿಯಿತು. bbox=[426, 1679, 696, 1760]
story3-dateline: ಹೊಸದಿಲ್ಲಿ: bbox=[928, 563, 969, 576]
story2-photo bbox=[482, 602, 694, 744]
story2-sidebar-title: ಸದನದ ಶಿಷ್ಟಾಚಾರಕ್ಕೆ ತಲೆಬಾಗುವೆ bbox=[706, 607, 856, 623]
quote-icon: ❝ bbox=[710, 1782, 728, 1820]
rahu-kala-text: ರಾಹುಕಾಲ: 3.00-4.30 bbox=[72, 1499, 176, 1512]
horoscope-sign-text: ಸಾಧ್ಯವಾದ ಯಶಸ್ಸಿನ ದಿನ. ವಿರೋಧಿಗಳಿಂದ ಆತಂಕ ಎದುರಿಸುವಿರಿ. ಕುಟುಂಬದ ಒಳಿತಿಗೆ ಮಹತ್ವ ನೀಡಿ. bbox=[126, 1274, 236, 1324]
issue-city: ಶಿವಮೊಗ್ಗ bbox=[1100, 55, 1138, 69]
story1-dateline: ಬೆಳಗಾವಿ: bbox=[20, 185, 54, 197]
story10-headline[interactable]: 29,603 ಕ್ವಿಂಟಾಲ್ ಅನ್ನಭಾಗ್ಯ ಅಕ್ಕಿ ಜಪ್ತಿ bbox=[262, 1596, 612, 1625]
story4-body bbox=[918, 762, 1272, 966]
horoscope-sign-name bbox=[10, 1012, 122, 1027]
horoscope-sign-name bbox=[126, 1134, 238, 1149]
zodiac-icon bbox=[126, 1377, 140, 1391]
quote-box-2 bbox=[704, 1780, 894, 1950]
horoscope-sign-name bbox=[126, 1256, 238, 1271]
